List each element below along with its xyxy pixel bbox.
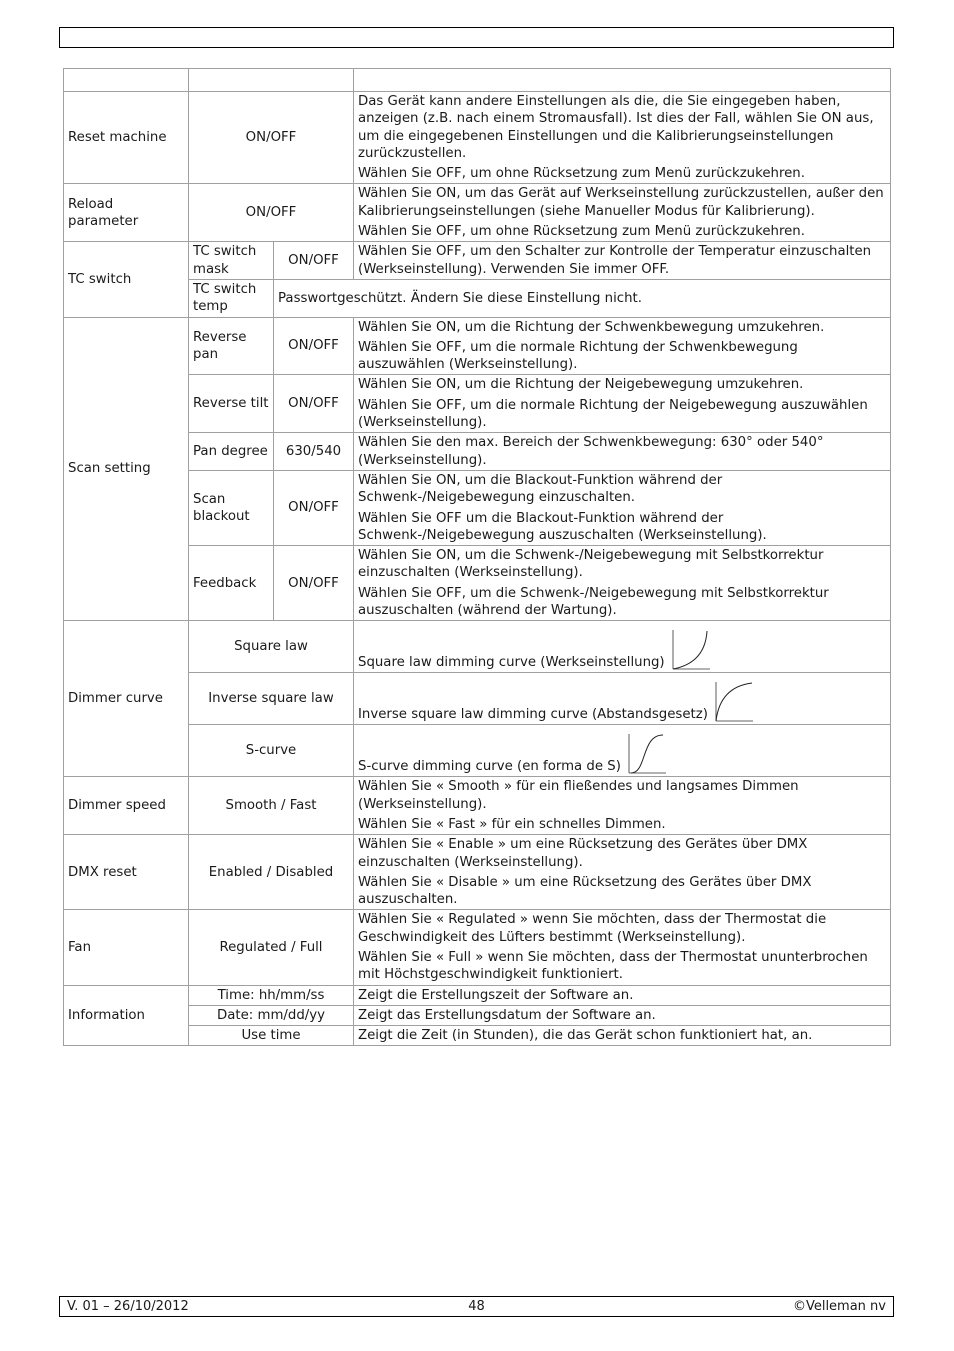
- sub-setting-label: Feedback: [189, 546, 274, 621]
- sub-setting-label: Reverse tilt: [189, 375, 274, 433]
- setting-value: Regulated / Full: [189, 910, 354, 985]
- setting-value: ON/OFF: [189, 92, 354, 184]
- sub-setting-label: Pan degree: [189, 433, 274, 471]
- setting-description: Wählen Sie ON, um die Richtung der Schwenkbewegung umzukehren. Wählen Sie OFF, um die normale Richtung der Schwenkbewegung auszuwählen (Werkseinstellung).: [354, 317, 891, 375]
- setting-value: Time: hh/mm/ss: [189, 985, 354, 1005]
- setting-value: ON/OFF: [274, 470, 354, 545]
- setting-description: Wählen Sie ON, um das Gerät auf Werkseinstellung zurückzustellen, außer den Kalibrierungseinstellungen (siehe Manueller Modus für Kalibrierung). Wählen Sie OFF, um ohne Rücksetzung zum Menü zurückzukehren.: [354, 184, 891, 242]
- setting-description: Wählen Sie OFF, um den Schalter zur Kontrolle der Temperatur einzuschalten (Werkseinstellung). Verwenden Sie immer OFF.: [354, 242, 891, 280]
- sub-setting-label: Scan blackout: [189, 470, 274, 545]
- table-row-tc-switch-mask: [64, 242, 891, 280]
- setting-description: Wählen Sie « Enable » um eine Rücksetzung des Gerätes über DMX einzuschalten (Werkseinstellung). Wählen Sie « Disable » um eine Rücksetzung des Gerätes über DMX auszuschalten.: [354, 835, 891, 910]
- square-law-curve-icon: [671, 629, 711, 671]
- setting-value: Date: mm/dd/yy: [189, 1005, 354, 1025]
- table-row-reload-parameter: [64, 184, 891, 242]
- table-row-feedback: [64, 546, 891, 621]
- setting-description: Zeigt die Zeit (in Stunden), die das Gerät schon funktioniert hat, an.: [354, 1026, 891, 1046]
- setting-label: Dimmer curve: [64, 621, 189, 777]
- setting-value: Inverse square law: [189, 673, 354, 725]
- setting-description: Zeigt die Erstellungszeit der Software an.: [354, 985, 891, 1005]
- setting-value: Smooth / Fast: [189, 777, 354, 835]
- table-row-square-law: [64, 621, 891, 673]
- setting-description: Wählen Sie ON, um die Schwenk-/Neigebewegung mit Selbstkorrektur einzuschalten (Werkseinstellung). Wählen Sie OFF, um die Schwenk-/Neigebewegung mit Selbstkorrektur auszuschalten (während der Wartung).: [354, 546, 891, 621]
- table-row-info-date: [64, 1005, 891, 1025]
- page-header-box: [59, 27, 894, 48]
- setting-value: 630/540: [274, 433, 354, 471]
- setting-value: S-curve: [189, 725, 354, 777]
- setting-description: Square law dimming curve (Werkseinstellung): [354, 621, 891, 673]
- footer-version: V. 01 – 26/10/2012: [67, 1299, 189, 1314]
- setting-value: ON/OFF: [274, 317, 354, 375]
- setting-value: ON/OFF: [189, 184, 354, 242]
- setting-label: Scan setting: [64, 317, 189, 621]
- setting-label: DMX reset: [64, 835, 189, 910]
- setting-description: Zeigt das Erstellungsdatum der Software an.: [354, 1005, 891, 1025]
- table-row-info-time: [64, 985, 891, 1005]
- setting-label: Dimmer speed: [64, 777, 189, 835]
- footer-page-number: 48: [468, 1299, 485, 1314]
- setting-description: Wählen Sie « Regulated » wenn Sie möchten, dass der Thermostat die Geschwindigkeit des Lüfters bestimmt (Werkseinstellung). Wählen Sie « Full » wenn Sie möchten, dass der Thermostat ununterbrochen mit Höchstgeschwindigkeit funktioniert.: [354, 910, 891, 985]
- table-row-s-curve: [64, 725, 891, 777]
- table-row-reverse-tilt: [64, 375, 891, 433]
- setting-value: Enabled / Disabled: [189, 835, 354, 910]
- setting-label: Fan: [64, 910, 189, 985]
- table-row-scan-blackout: [64, 470, 891, 545]
- table-row-dmx-reset: [64, 835, 891, 910]
- table-row-info-use-time: [64, 1026, 891, 1046]
- sub-setting-label: TC switch temp: [189, 279, 274, 317]
- table-row-inverse-square-law: [64, 673, 891, 725]
- sub-setting-label: TC switch mask: [189, 242, 274, 280]
- footer-copyright: ©Velleman nv: [792, 1299, 886, 1314]
- setting-value: Square law: [189, 621, 354, 673]
- table-row-pan-degree: [64, 433, 891, 471]
- setting-description: Wählen Sie ON, um die Blackout-Funktion während der Schwenk-/Neigebewegung einzuschalten. Wählen Sie OFF um die Blackout-Funktion während der Schwenk-/Neigebewegung auszuschalten (Werkseinstellung).: [354, 470, 891, 545]
- setting-description: Passwortgeschützt. Ändern Sie diese Einstellung nicht.: [274, 279, 891, 317]
- setting-value: Use time: [189, 1026, 354, 1046]
- table-row-reverse-pan: [64, 317, 891, 375]
- table-row-reset-machine: [64, 92, 891, 184]
- inverse-square-law-curve-icon: [714, 681, 754, 723]
- setting-value: ON/OFF: [274, 242, 354, 280]
- setting-label: TC switch: [64, 242, 189, 317]
- setting-description: Wählen Sie den max. Bereich der Schwenkbewegung: 630° oder 540° (Werkseinstellung).: [354, 433, 891, 471]
- setting-description: Wählen Sie « Smooth » für ein fließendes und langsames Dimmen (Werkseinstellung). Wählen Sie « Fast » für ein schnelles Dimmen.: [354, 777, 891, 835]
- setting-description: Inverse square law dimming curve (Abstandsgesetz): [354, 673, 891, 725]
- setting-value: ON/OFF: [274, 546, 354, 621]
- sub-setting-label: Reverse pan: [189, 317, 274, 375]
- setting-description: Wählen Sie ON, um die Richtung der Neigebewegung umzukehren. Wählen Sie OFF, um die normale Richtung der Neigebewegung auszuwählen (Werkseinstellung).: [354, 375, 891, 433]
- page-footer: [59, 1296, 894, 1317]
- setting-description: Das Gerät kann andere Einstellungen als die, die Sie eingegeben haben, anzeigen (z.B. nach einem Stromausfall). Ist dies der Fall, wählen Sie ON aus, um die eingegebenen Einstellungen und die Kalibrierungseinstellungen zurückzustellen. Wählen Sie OFF, um ohne Rücksetzung zum Menü zurückzukehren.: [354, 92, 891, 184]
- s-curve-icon: [627, 733, 667, 775]
- setting-label: Reload parameter: [64, 184, 189, 242]
- setting-label: Reset machine: [64, 92, 189, 184]
- table-header-row: [64, 69, 891, 92]
- setting-description: S-curve dimming curve (en forma de S): [354, 725, 891, 777]
- table-row-dimmer-speed: [64, 777, 891, 835]
- table-row-fan: [64, 910, 891, 985]
- setting-label: Information: [64, 985, 189, 1046]
- setting-value: ON/OFF: [274, 375, 354, 433]
- table-row-tc-switch-temp: [64, 279, 891, 317]
- settings-table: [63, 68, 891, 1046]
